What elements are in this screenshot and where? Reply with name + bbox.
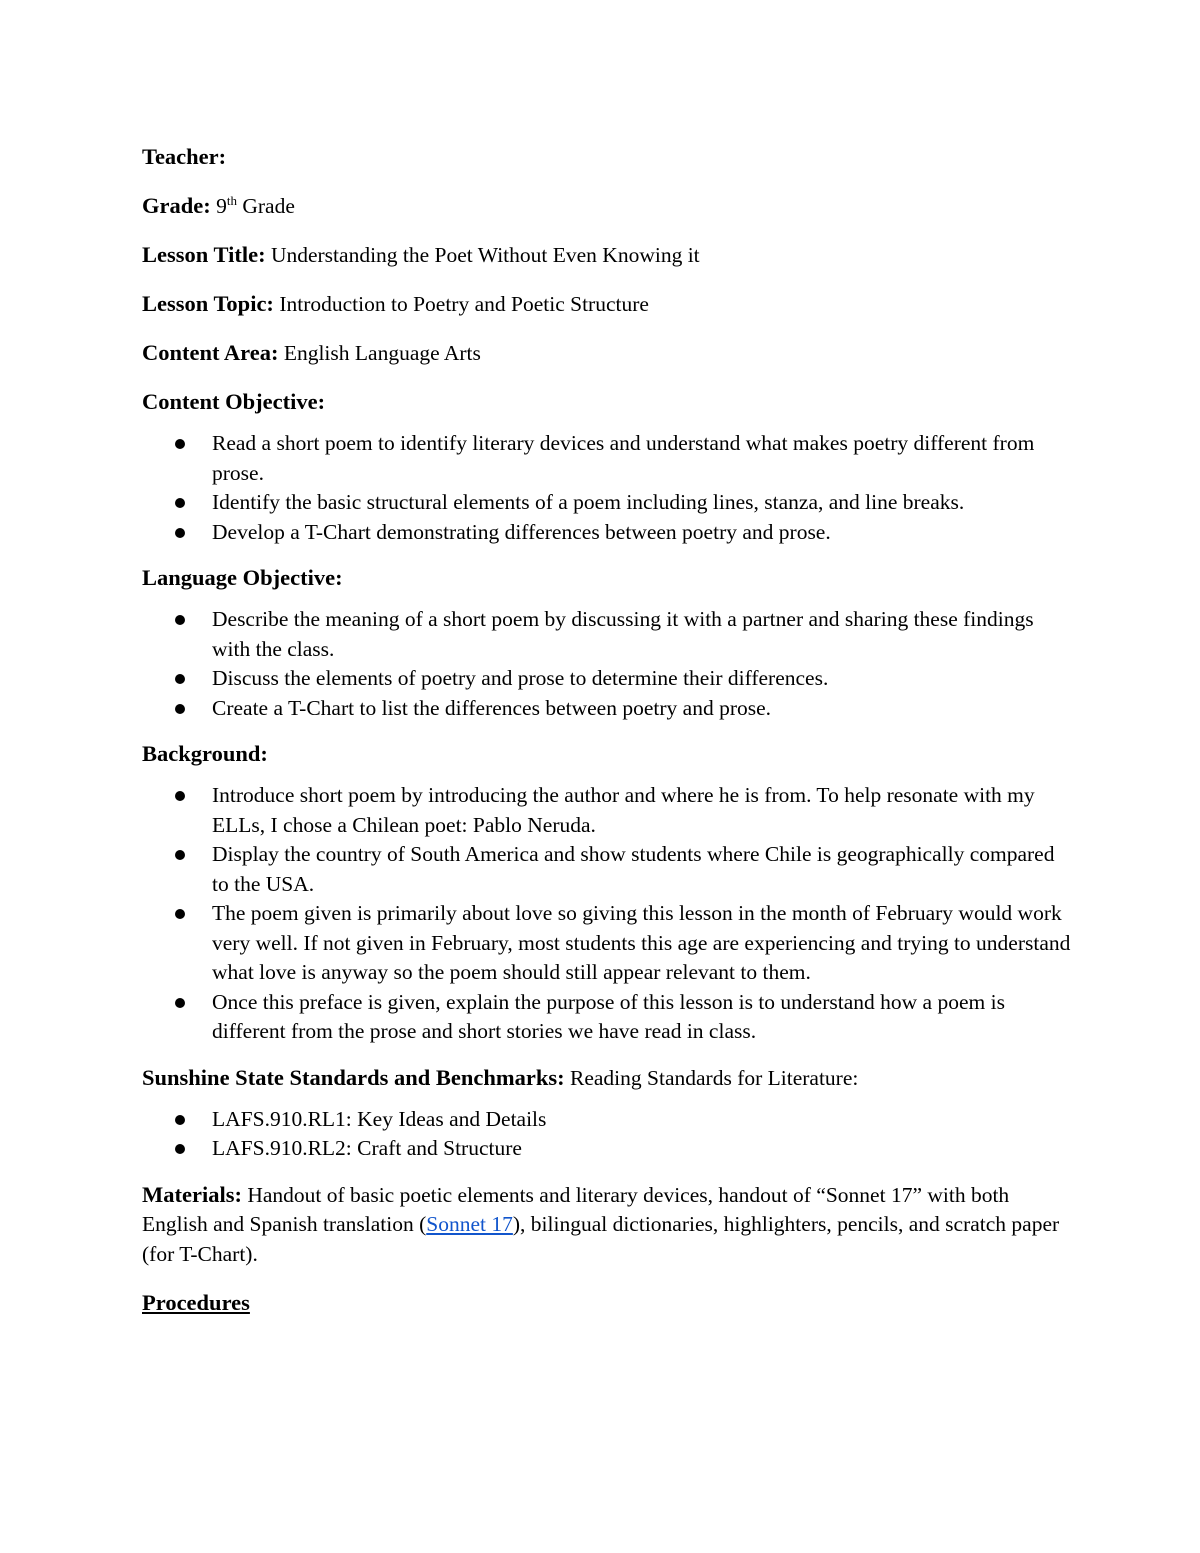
bullet-icon [175, 850, 185, 860]
list-item [142, 1134, 1072, 1164]
bullet-icon [175, 909, 185, 919]
list-item [142, 781, 1072, 840]
list-item-text: Discuss the elements of poetry and prose to determine their differences. [212, 666, 829, 690]
materials-text-before: Handout of basic poetic elements and literary devices, handout of “Sonnet 17” with both English and Spanish translation ( [142, 1182, 1010, 1236]
language-objective-heading: Language Objective: [142, 565, 343, 590]
list-item [142, 518, 1072, 548]
materials-label: Materials: [142, 1181, 242, 1207]
list-item-text: Identify the basic structural elements of a poem including lines, stanza, and line breaks. [212, 490, 965, 514]
bullet-icon [175, 1144, 185, 1154]
list-item [142, 694, 1072, 724]
grade-label: Grade: [142, 193, 211, 218]
list-item-text: The poem given is primarily about love so giving this lesson in the month of February would work very well. If not given in February, most students this age are experiencing and trying to understand what love is anyway so the poem should still appear relevant to them. [212, 901, 1071, 984]
content-area-label: Content Area: [142, 340, 279, 365]
list-item-text: LAFS.910.RL2: Craft and Structure [212, 1136, 522, 1160]
bullet-icon [175, 674, 185, 684]
background-heading: Background: [142, 741, 268, 766]
list-item [142, 664, 1072, 694]
bullet-icon [175, 998, 185, 1008]
bullet-icon [175, 615, 185, 625]
standards-label: Sunshine State Standards and Benchmarks: [142, 1064, 565, 1090]
list-item [142, 899, 1072, 988]
list-item-text: Develop a T-Chart demonstrating differences between poetry and prose. [212, 519, 831, 544]
list-item [142, 429, 1072, 488]
list-item [142, 840, 1072, 899]
lesson-title-field [142, 240, 1072, 270]
materials-text-after: ), bilingual dictionaries, highlighters, pencils, and scratch paper (for T-Chart). [142, 1212, 1060, 1266]
grade-number: 9 [216, 194, 227, 218]
sonnet-17-link[interactable]: Sonnet 17 [426, 1212, 513, 1236]
procedures-heading: Procedures [142, 1290, 250, 1315]
list-item [142, 605, 1072, 664]
list-item-text: Display the country of South America and show students where Chile is geographically compared to the USA. [212, 842, 1055, 896]
lesson-plan-document [142, 142, 1072, 1318]
list-item-text: Introduce short poem by introducing the author and where he is from. To help resonate with my ELLs, I chose a Chilean poet: Pablo Neruda. [212, 783, 1035, 837]
language-objective-list [142, 605, 1072, 723]
grade-suffix: th [226, 192, 237, 208]
standards-list [142, 1105, 1072, 1164]
lesson-title-value: Understanding the Poet Without Even Knowing it [270, 243, 700, 267]
teacher-field [142, 142, 1072, 172]
lesson-topic-value: Introduction to Poetry and Poetic Structure [279, 292, 649, 316]
standards-value: Reading Standards for Literature: [570, 1065, 859, 1090]
lesson-topic-label: Lesson Topic: [142, 291, 274, 316]
list-item [142, 988, 1072, 1047]
grade-field [142, 191, 1072, 221]
bullet-icon [175, 498, 185, 508]
materials-paragraph [142, 1180, 1072, 1270]
list-item-text: LAFS.910.RL1: Key Ideas and Details [212, 1106, 547, 1131]
list-item-text: Describe the meaning of a short poem by discussing it with a partner and sharing these findings with the class. [212, 607, 1034, 661]
lesson-title-label: Lesson Title: [142, 242, 266, 267]
background-list [142, 781, 1072, 1047]
bullet-icon [175, 528, 185, 538]
list-item-text: Once this preface is given, explain the purpose of this lesson is to understand how a poem is different from the prose and short stories we have read in class. [212, 989, 1005, 1043]
content-objective-heading: Content Objective: [142, 389, 326, 414]
grade-value [216, 194, 295, 218]
bullet-icon [175, 1115, 185, 1125]
content-area-field [142, 338, 1072, 368]
content-objective-list [142, 429, 1072, 547]
teacher-label: Teacher: [142, 144, 227, 169]
content-area-value: English Language Arts [283, 341, 481, 365]
list-item [142, 488, 1072, 518]
lesson-topic-field [142, 289, 1072, 319]
grade-word: Grade [242, 194, 295, 218]
list-item-text: Read a short poem to identify literary devices and understand what makes poetry different from prose. [212, 431, 1035, 485]
bullet-icon [175, 791, 185, 801]
bullet-icon [175, 439, 185, 449]
standards-field [142, 1063, 1072, 1093]
list-item [142, 1105, 1072, 1135]
list-item-text: Create a T-Chart to list the differences between poetry and prose. [212, 695, 772, 720]
bullet-icon [175, 704, 185, 714]
